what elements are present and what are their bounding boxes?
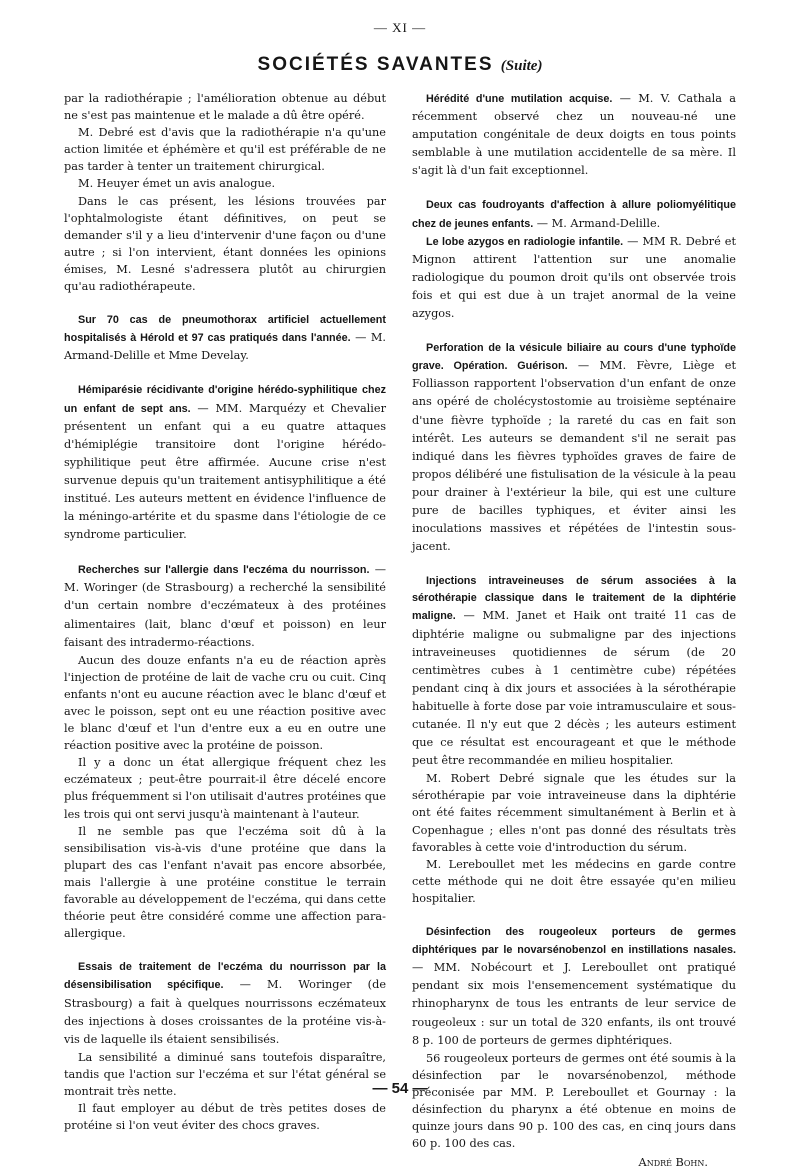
article-body: — M. Armand-Delille et Mme Develay. [64, 331, 387, 363]
paragraph: par la radiothérapie ; l'amélioration obtenue au début ne s'est pas maintenue et le malade a dû être opéré. [64, 92, 386, 123]
article-body: — MM. Nobécourt et J. Lereboullet ont pratiqué pendant six mois l'ensemencement systématique du rhinopharynx de tous les entrants de leur service de rougeoleux : sur un total de 320 enfants, ils ont trouvé 8 p. 100 de porteurs de germes diphtériques. [412, 961, 736, 1047]
article-injections-serum [412, 573, 736, 770]
right-column [412, 90, 736, 1169]
paragraph: M. Robert Debré signale que les études sur la sérothérapie par voie intraveineuse dans la diphtérie ont été faites récemment simultanément à Berlin et à Copenhague ; elles n'ont pas donné des résultats très favorables à cette voie d'introduction du sérum. [412, 772, 736, 854]
article-lobe-azygos [412, 233, 736, 323]
page-header-roman-number: — XI — [373, 20, 427, 35]
paragraph: Il ne semble pas que l'eczéma soit dû à la sensibilisation vis-à-vis d'une protéine que dans la plupart des cas l'enfant n'avait pas encore absorbée, mais l'allergie à une protéine constitue le terrain favorable au développement de l'eczéma, qui dans cette théorie peut être considéré comme une affection para-allergique. [64, 824, 386, 941]
article-body: — MM. Fèvre, Liège et Folliasson rapportent l'observation d'un enfant de onze ans opéré de cholécystostomie au troisième septénaire d'une fièvre typhoïde ; la rareté du cas en fait son intérêt. Les auteurs se demandent s'il ne serait pas indiqué dans les fièvres typhoïdes graves de faire de propos délibéré une fistulisation de la vésicule à la peau pour drainer à l'extérieur la bile, qui est une culture pure de bacilles typhiques, et éviter ainsi les inoculations massives et répétées de l'intestin sous-jacent. [412, 359, 736, 554]
article-pneumothorax [64, 312, 386, 365]
article-desensibilisation [64, 959, 386, 1048]
article-desinfection [412, 924, 736, 1050]
article-heading: Essais de traitement de l'eczéma du nourrisson par la désensibilisation spécifique. [64, 961, 386, 992]
article-heredite [412, 90, 736, 180]
article-heading: Le lobe azygos en radiologie infantile. [426, 235, 624, 248]
paragraph: Aucun des douze enfants n'a eu de réaction après l'injection de protéine de lait de vache cru ou cuit. Cinq enfants n'ont eu aucune réaction avec le blanc d'œuf et avec le poisson, sept ont eu une réaction positive avec le blanc d'œuf et l'un d'entre eux a eu en outre une réaction positive avec la protéine de poisson. [64, 653, 386, 753]
article-body: — M. Woringer (de Strasbourg) a recherché la sensibilité d'un certain nombre d'eczémateux à des protéines alimentaires (lait, blanc d'œuf et poisson) en leur faisant des intradermo-réactions. [64, 563, 386, 649]
paragraph: 56 rougeoleux porteurs de germes ont été soumis à la désinfection par le novarsénobenzol, méthode préconisée par MM. P. Lereboullet et Gournay : la désinfection du pharynx a été obtenue en moins de quinze jours dans 90 p. 100 des cas, en cinq jours dans 60 p. 100 des cas. [412, 1051, 737, 1151]
article-heading: Deux cas foudroyants d'affection à allure poliomyélitique chez de jeunes enfants. [412, 199, 736, 230]
paragraph: La sensibilité a diminué sans toutefois disparaître, tandis que l'action sur l'eczéma et sur l'état général se montrait très nette. [64, 1050, 386, 1098]
article-heading: Hérédité d'une mutilation acquise. [426, 93, 613, 105]
page-number: — 54 — [372, 1080, 428, 1097]
article-perforation [412, 340, 736, 556]
article-heading: Recherches sur l'allergie dans l'eczéma du nourrisson. [78, 564, 370, 577]
article-heading: Hémiparésie récidivante d'origine hérédo-syphilitique chez un enfant de sept ans. [64, 384, 386, 415]
paragraph: M. Heuyer émet un avis analogue. [78, 177, 276, 191]
paragraph: M. Lereboullet met les médecins en garde contre cette méthode qui ne doit être essayée qu'en milieu hospitalier. [412, 857, 736, 905]
article-poliomyelitique [412, 197, 736, 232]
article-body: — MM. Marquézy et Chevalier présentent un enfant qui a eu quatre attaques d'hémiplégie transitoire dont l'origine hérédo-syphilitique peut être affirmée. Aucune crise n'est survenue depuis qu'un traitement antisyphilitique a été institué. Les auteurs mettent en évidence l'influence de la méningo-artérite et du spasme dans l'étiologie de ce syndrome particulier. [64, 401, 386, 542]
article-body: — M. Woringer (de Strasbourg) a fait à quelques nourrissons eczémateux des injections à doses croissantes de la protéine vis-à-vis de laquelle ils étaient sensibilisés. [64, 978, 387, 1046]
article-allergie-eczema [64, 561, 386, 651]
article-heading: Désinfection des rougeoleux porteurs de germes diphtériques par le novarsénobenzol en instillations nasales. [412, 926, 736, 957]
article-body: — M. V. Cathala a récemment observé chez un nouveau-né une amputation congénitale de deux doigts en tous points semblable à une mutilation accidentelle de sa mère. Il s'agit là d'un fait exceptionnel. [412, 92, 736, 178]
article-heading: Injections intraveineuses de sérum associées à la sérothérapie classique dans le traitement de la diphtérie maligne. [412, 575, 736, 623]
paragraph: M. Debré est d'avis que la radiothérapie n'a qu'une action limitée et éphémère et qu'il est préférable de ne pas tarder à tenter un traitement chirurgical. [64, 126, 386, 174]
paragraph: Il y a donc un état allergique fréquent chez les eczémateux ; peut-être pourrait-il être décelé encore plus fréquemment si l'on utilisait d'autres protéines que les trois qui ont servi jusqu'à maintenant à l'auteur. [64, 756, 386, 821]
article-body: — M. Armand-Delille. [533, 216, 661, 230]
section-title-suite: (Suite) [500, 58, 543, 74]
author-signature: André Bohn. [638, 1156, 708, 1169]
paragraph: Il faut employer au début de très petites doses de protéine si l'on veut éviter des chocs graves. [64, 1102, 386, 1133]
article-heading: Perforation de la vésicule biliaire au cours d'une typhoïde grave. Opération. Guérison. [412, 342, 736, 373]
section-title [0, 54, 800, 76]
article-body: — MM R. Debré et Mignon attirent l'attention sur une anomalie radiologique du poumon droit qu'ils ont observée trois fois et qui est due à un trajet anormal de la veine azygos. [412, 234, 736, 321]
left-column [64, 90, 386, 1134]
article-heading: Sur 70 cas de pneumothorax artificiel actuellement hospitalisés à Hérold et 97 cas pratiqués dans l'année. [64, 314, 386, 345]
paragraph: Dans le cas présent, les lésions trouvées par l'ophtalmologiste étant définitives, on peut se demander s'il y a lieu d'intervenir d'une façon ou d'une autre ; si l'on intervient, étant données les opinions émises, M. Lesné s'adressera plutôt au chirurgien qu'au radiothérapeute. [64, 194, 386, 294]
section-title-text: SOCIÉTÉS SAVANTES [257, 54, 494, 75]
article-hemiparesie [64, 382, 386, 544]
article-body: — MM. Janet et Haik ont traité 11 cas de diphtérie maligne ou submaligne par des injections intraveineuses quotidiennes de sérum (de 20 centimètres cubes à 1 centimètre cube) répétées pendant cinq à dix jours et associées à la sérothérapie habituelle à forte dose par voie intramusculaire et sous-cutanée. Il n'y eut que 2 décès ; les auteurs estiment que ce résultat est encourageant et que le méthode peut être recommandée en milieu hospitalier. [412, 609, 736, 768]
